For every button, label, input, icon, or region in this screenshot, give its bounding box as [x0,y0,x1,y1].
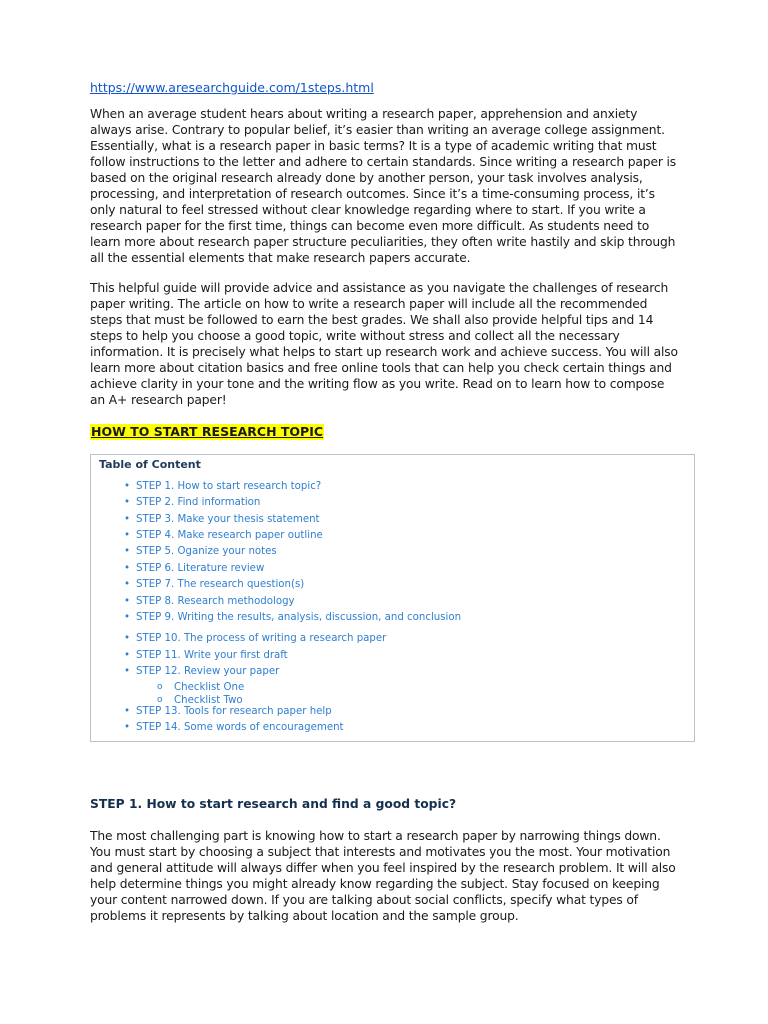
toc-item[interactable]: • STEP 11. Write your first draft [136,649,288,662]
toc-item[interactable]: • STEP 12. Review your paper [136,665,279,678]
intro-paragraph: When an average student hears about writing a research paper, apprehension and anxiety always arise. Contrary to popular belief, it’s easier than writing an average college assignment. Essentially, what is a research paper in basic terms? It is a type of academic writing that must follow instructions to the letter and adhere to certain standards. Since writing a research paper is based on the original research already done by another person, your task involves analysis, processing, and interpretation of research outcomes. Since it’s a time-consuming process, it’s only natural to feel stressed without clear knowledge regarding where to start. If you write a research paper for the first time, things can become even more difficult. As students need to learn more about research paper structure peculiarities, they often write hastily and skip through all the essential elements that make research papers accurate. [90,107,677,265]
toc-item[interactable]: • STEP 7. The research question(s) [136,578,304,591]
step1-heading: STEP 1. How to start research and find a good topic? [90,797,457,811]
highlighted-heading: HOW TO START RESEARCH TOPIC [91,424,324,439]
toc-item[interactable]: • STEP 14. Some words of encouragement [136,721,344,734]
table-of-contents [90,454,695,742]
toc-item[interactable]: • STEP 9. Writing the results, analysis, discussion, and conclusion [136,611,461,624]
toc-item[interactable]: • STEP 3. Make your thesis statement [136,513,320,526]
toc-title: Table of Content [99,458,201,471]
source-link[interactable]: https://www.aresearchguide.com/1steps.html [90,80,374,95]
toc-item[interactable]: • STEP 4. Make research paper outline [136,529,323,542]
toc-subitem[interactable]: o Checklist Two [174,694,243,707]
toc-item[interactable]: • STEP 1. How to start research topic? [136,480,321,493]
toc-item[interactable]: • STEP 5. Oganize your notes [136,545,277,558]
step1-paragraph: The most challenging part is knowing how to start a research paper by narrowing things down. You must start by choosing a subject that interests and motivates you the most. Your motivation and general attitude will always differ when you feel inspired by the research problem. It will also help determine things you might already know regarding the subject. Stay focused on keeping your content narrowed down. If you are talking about social conflicts, specify what types of problems it represents by talking about location and the sample group. [90,829,676,923]
guide-paragraph: This helpful guide will provide advice and assistance as you navigate the challenges of research paper writing. The article on how to write a research paper will include all the recommended steps that must be followed to earn the best grades. We shall also provide helpful tips and 14 steps to help you choose a good topic, write without stress and collect all the necessary information. It is precisely what helps to start up research work and achieve success. You will also learn more about citation basics and free online tools that can help you check certain things and achieve clarity in your tone and the writing flow as you write. Read on to learn how to compose an A+ research paper! [90,281,678,407]
toc-item[interactable]: • STEP 6. Literature review [136,562,264,575]
toc-item[interactable]: • STEP 8. Research methodology [136,595,295,608]
toc-item[interactable]: • STEP 2. Find information [136,496,260,509]
toc-subitem[interactable]: o Checklist One [174,681,244,694]
toc-item[interactable]: • STEP 10. The process of writing a research paper [136,632,386,645]
toc-item[interactable]: • STEP 13. Tools for research paper help [136,705,332,718]
